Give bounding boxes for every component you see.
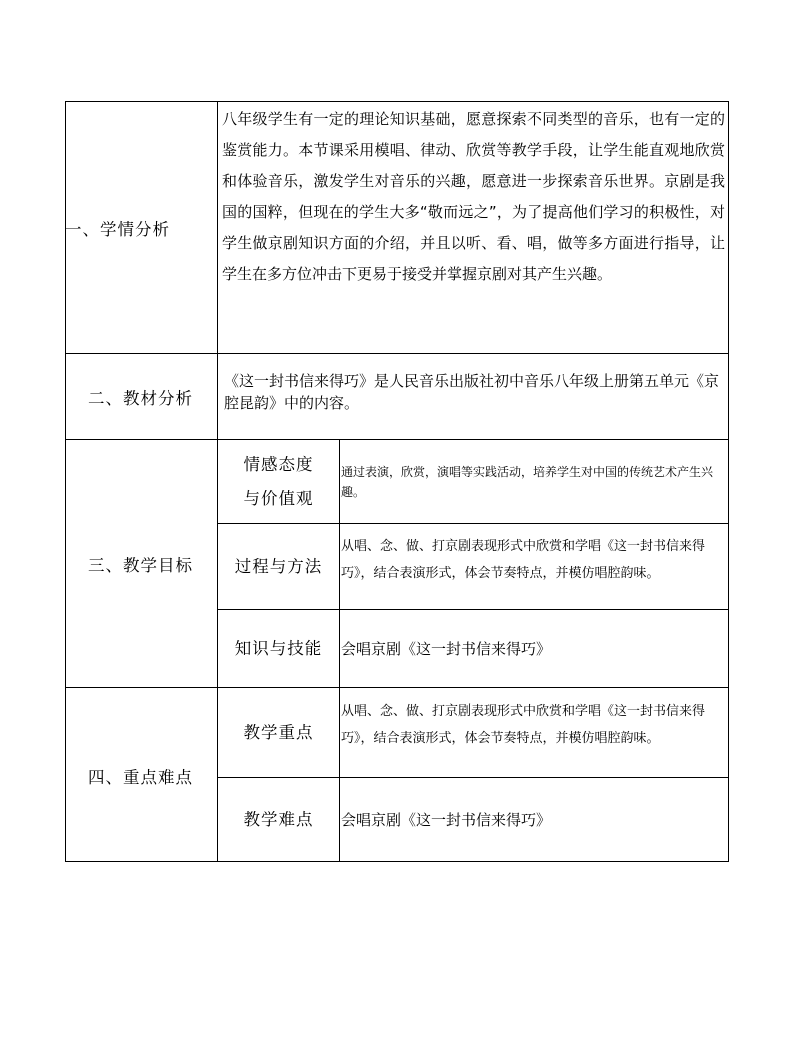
key-difficult-label-cell — [66, 688, 218, 862]
teaching-goals-label-cell — [66, 440, 218, 688]
learner-analysis-text: 八年级学生有一定的理论知识基础，愿意探索不同类型的音乐，也有一定的鉴赏能力。本节课采用模唱、律动、欣赏等教学手段，让学生能直观地欣赏和体验音乐，激发学生对音乐的兴趣，愿意进一步探索音乐世界。京剧是我国的国粹，但现在的学生大多“敬而远之”，为了提高他们学习的积极性，对学生做京剧知识方面的介绍，并且以听、看、唱，做等多方面进行指导，让学生在多方位冲击下更易于接受并掌握京剧对其产生兴趣。 — [222, 110, 725, 283]
learner-analysis-label: 一、学情分析 — [65, 219, 170, 239]
lesson-plan-table — [65, 101, 729, 862]
key-difficult-label: 四、重点难点 — [88, 767, 193, 787]
key-point-text: 从唱、念、做、打京剧表现形式中欣赏和学唱《这一封书信来得巧》，结合表演形式，体会节奏特点，并模仿唱腔韵味。 — [341, 703, 706, 746]
goal-emotion-label-line1: 情感态度 — [243, 454, 314, 474]
key-point-label: 教学重点 — [243, 722, 314, 742]
learner-analysis-label-cell — [66, 102, 218, 354]
learner-analysis-row — [66, 102, 729, 354]
key-point-content-cell — [340, 688, 729, 778]
key-point-label-cell — [218, 688, 340, 778]
goal-knowledge-label-cell — [218, 610, 340, 688]
goal-emotion-label-cell — [218, 440, 340, 524]
difficult-point-text: 会唱京剧《这一封书信来得巧》 — [341, 810, 552, 829]
goal-knowledge-label: 知识与技能 — [234, 638, 323, 658]
goal-emotion-row — [66, 440, 729, 524]
goal-process-label-cell — [218, 524, 340, 610]
material-analysis-content-cell — [218, 354, 729, 440]
goal-knowledge-content-cell — [340, 610, 729, 688]
difficult-point-label-cell — [218, 778, 340, 862]
material-analysis-text: 《这一封书信来得巧》是人民音乐出版社初中音乐八年级上册第五单元《京腔昆韵》中的内容。 — [224, 372, 720, 412]
goal-process-content-cell — [340, 524, 729, 610]
difficult-point-label: 教学难点 — [243, 809, 314, 829]
goal-emotion-content-cell — [340, 440, 729, 524]
difficult-point-content-cell — [340, 778, 729, 862]
learner-analysis-content-cell — [218, 102, 729, 354]
goal-emotion-text: 通过表演，欣赏，演唱等实践活动，培养学生对中国的传统艺术产生兴趣。 — [341, 464, 714, 499]
key-point-row — [66, 688, 729, 778]
material-analysis-row — [66, 354, 729, 440]
goal-process-text: 从唱、念、做、打京剧表现形式中欣赏和学唱《这一封书信来得巧》，结合表演形式，体会节奏特点，并模仿唱腔韵味。 — [341, 538, 706, 581]
material-analysis-label: 二、教材分析 — [88, 388, 193, 408]
goal-process-label: 过程与方法 — [234, 556, 323, 576]
goal-emotion-label — [218, 448, 339, 516]
goal-knowledge-text: 会唱京剧《这一封书信来得巧》 — [341, 639, 552, 658]
teaching-goals-label: 三、教学目标 — [88, 555, 193, 575]
material-analysis-label-cell — [66, 354, 218, 440]
goal-emotion-label-line2: 与价值观 — [243, 488, 314, 508]
